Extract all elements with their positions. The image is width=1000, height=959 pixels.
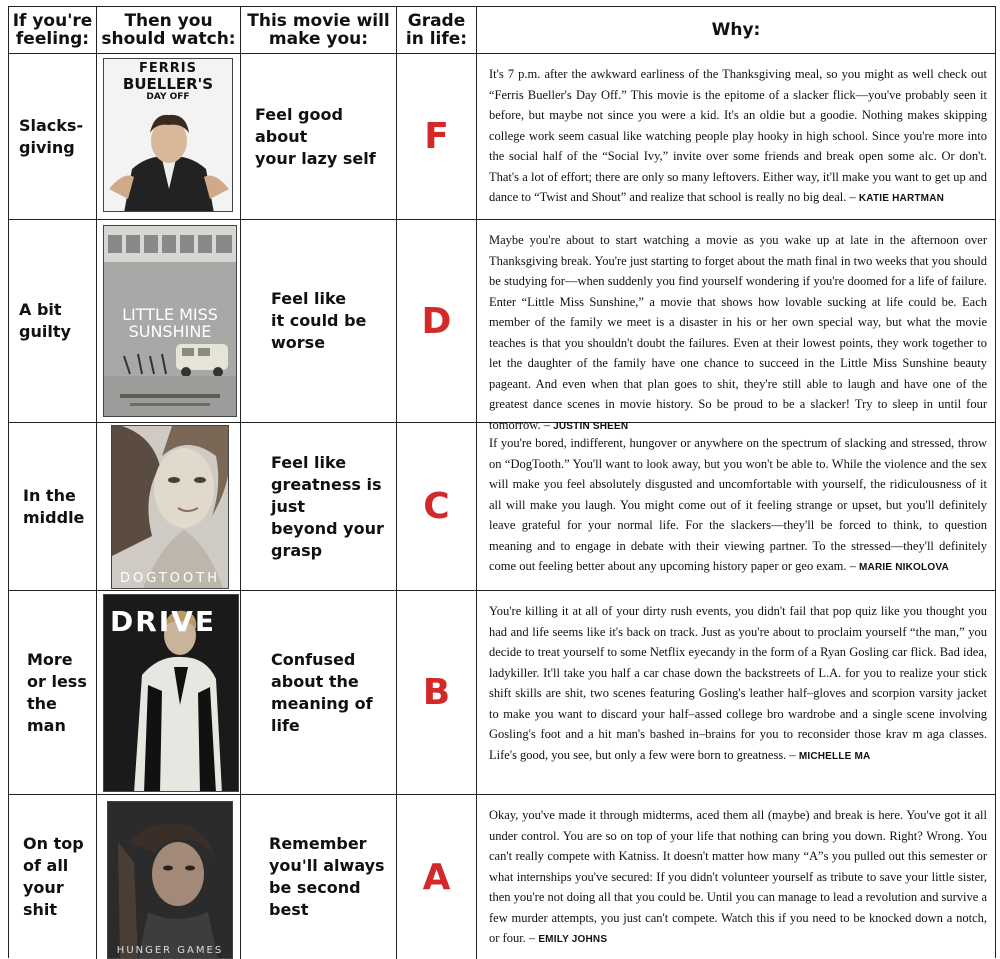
table-header (9, 7, 995, 54)
poster-art (108, 802, 233, 959)
table-row (9, 795, 995, 959)
header-why: Why: (711, 20, 761, 40)
grade-letter: B (397, 591, 477, 794)
little-miss-sunshine-poster (103, 225, 237, 417)
table-row (9, 591, 995, 795)
why-text: If you're bored, indifferent, hungover or anywhere on the spectrum of slacking and stressed, throw on “DogTooth.” You'll want to look away, but you won't be able to. While the violence and the sex will make you feel absolutely disgusted and uncomfortable with yourself, the ridiculousness of it all will make you laugh. You might come out of it feeling strange or upset, but you'll definitely leave grateful for your normal life. For the slackers—they'll be forced to think, to question meaning and to engage in debate with their viewing partner. To the stressed—they'll definitely come out feeling better about any upcoming history paper or geo exam. – (489, 436, 987, 573)
feeling-cell: A bit guilty (9, 220, 97, 422)
byline: EMILY JOHNS (538, 934, 608, 945)
grade-letter: C (397, 423, 477, 590)
grade-letter: A (397, 795, 477, 959)
dogtooth-poster (111, 425, 229, 589)
header-watch: Then you should watch: (97, 7, 241, 53)
feeling-cell: In the middle (9, 423, 97, 590)
poster-title-line2: SUNSHINE (128, 322, 212, 341)
poster-title-line2: BUELLER'S (122, 75, 214, 93)
poster-cell (97, 54, 241, 219)
byline: JUSTIN SHEEN (553, 420, 629, 432)
why-cell (477, 420, 995, 590)
why-cell (477, 54, 995, 219)
drive-poster (103, 594, 239, 792)
why-text: It's 7 p.m. after the awkward earliness of the Thanksgiving meal, so you might as well check out “Ferris Bueller's Day Off.” This movie is the epitome of a slacker flick—you've probably seen it before, but maybe not since you were a kid. It's an oldie but a goodie. Nothing makes skipping college work seem casual like watching people play hooky in high school. Since you're more into the social half of the “Social Ivy,” invite over some friends and break open some alc. Or don't. That's a lot of effort; there are only so many leftovers. Either way, it'll make you want to get up and dance to “Twist and Shout” and realize that school is really no big deal. – (489, 67, 987, 204)
grade-letter: F (397, 54, 477, 219)
header-feeling: If you're feeling: (9, 7, 97, 53)
table-row (9, 220, 995, 432)
table-row (9, 420, 995, 591)
feeling-cell: Slacks- giving (9, 54, 97, 219)
poster-title-line1: DOGTOOTH (120, 571, 220, 586)
poster-title-line1: DRIVE (110, 605, 217, 638)
why-text: You're killing it at all of your dirty rush events, you didn't fail that pop quiz like you thought you had and life seems like it's back on track. Just as you're about to proclaim yourself “the man,” you decide to treat yourself to some Netflix eyecandy in the form of a Ryan Gosling car flick. Bad idea, ladykiller. It'll take you half a car chase down the backstreets of L.A. for you to realize your stick shift skills are shit, two scenes featuring Gosling's leather half–gloves and scorpion varsity jacket to make you want to discard your half–assed college bro wardrobe and a single scene involving Gosling's foot and a hit man's bashed in–brains for you to reconsider those krav m aga classes. Life's good, you see, but only a few were born to greatness. – (489, 604, 987, 762)
poster-title-line1: HUNGER GAMES (116, 945, 224, 956)
movie-guide-table (8, 6, 996, 958)
hunger-games-poster (107, 801, 233, 959)
effect-cell: Feel good about your lazy self (241, 54, 397, 219)
why-cell (477, 220, 995, 432)
effect-cell: Feel like greatness is just beyond your grasp (241, 423, 397, 590)
byline: MARIE NIKOLOVA (859, 562, 949, 573)
effect-cell: Feel like it could be worse (241, 220, 397, 422)
poster-cell (97, 423, 241, 590)
poster-title-line1: LITTLE MISS (122, 305, 218, 324)
feeling-cell: On top of all your shit (9, 795, 97, 959)
poster-title-line3: DAY OFF (146, 92, 190, 102)
poster-cell (97, 591, 241, 794)
grade-letter: D (397, 220, 477, 422)
effect-cell: Confused about the meaning of life (241, 591, 397, 794)
poster-art (112, 426, 229, 589)
poster-title-line1: FERRIS (139, 61, 197, 76)
byline: KATIE HARTMAN (858, 193, 945, 204)
why-cell (477, 591, 995, 794)
feeling-cell: More or less the man (9, 591, 97, 794)
poster-cell (97, 795, 241, 959)
byline: MICHELLE MA (798, 750, 871, 762)
header-grade: Grade in life: (397, 7, 477, 53)
why-text: Maybe you're about to start watching a movie as you wake up at late in the afternoon over Thanksgiving break. You're just starting to forget about the math final in two weeks that you should be studying for—when suddenly you find yourself wondering if you're doomed for a life of failure. Enter “Little Miss Sunshine,” a movie that shows how lovable sucking at life could be. Each member of the family we meet is a disaster in his or her own special way, but what the movie teaches is that you shouldn't doubt the failures. Even at their lowest points, they work together to let the daughter of the family have one chance to succeed in the Little Miss Sunshine beauty pageant. And even when that plan goes to shit, they're still able to laugh and have one of the greatest dance scenes in movie history. So be proud to be a slacker! Try to sleep in until four tomorrow. – (489, 233, 987, 432)
ferris-bueller-poster (103, 58, 233, 212)
why-cell (477, 795, 995, 959)
table-row (9, 54, 995, 220)
poster-cell (97, 220, 241, 422)
why-text: Okay, you've made it through midterms, aced them all (maybe) and break is here. You've got it all under control. You are so on top of your life that nothing can bring you down. Right? Wrong. You can't really compete with Katniss. It doesn't matter how many “A”s you pulled out this semester or what internships you've secured: If you didn't volunteer yourself as tribute to save your little sister, then you're not doing all that you could be. Until you can manage to lead a revolution and survive a few murder attempts, you just can't compete. Watch this if you need to be knocked down a notch, or four. – (489, 808, 987, 945)
effect-cell: Remember you'll always be second best (241, 795, 397, 959)
header-effect: This movie will make you: (241, 7, 397, 53)
